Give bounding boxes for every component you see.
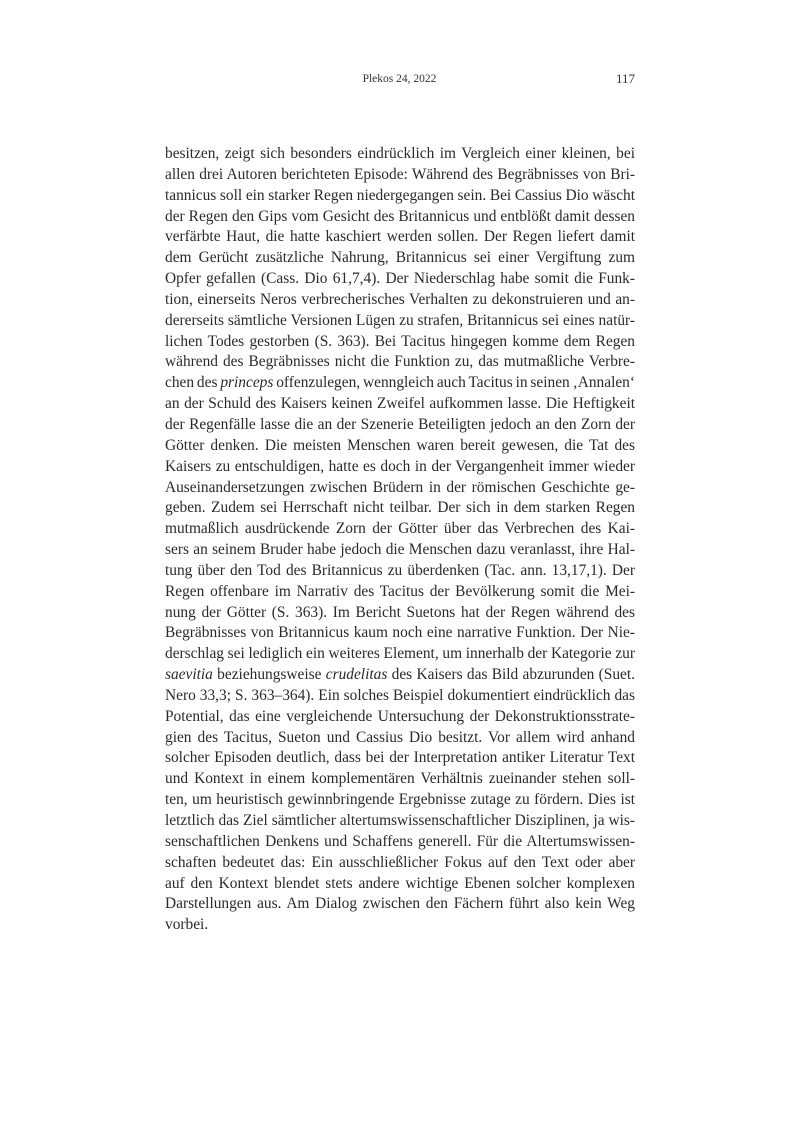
text-segment: derschlag sei lediglich ein weiteres Element, um innerhalb der Kategorie zur [165, 645, 635, 663]
text-line [165, 394, 635, 415]
text-line [165, 478, 635, 499]
text-segment: Opfer gefallen (Cass. Dio 61,7,4). Der Niederschlag habe somit die Funk- [165, 270, 635, 288]
text-segment: dererseits sämtliche Versionen Lügen zu strafen, Britannicus sei eines natür- [165, 311, 635, 329]
text-line [165, 769, 635, 790]
text-segment: nung der Götter (S. 363). Im Bericht Suetons hat der Regen während des [165, 603, 635, 621]
text-segment: Nero 33,3; S. 363–364). Ein solches Beispiel dokumentiert eindrücklich das [165, 686, 635, 704]
text-segment: chen des [165, 374, 221, 392]
text-segment: der Regen den Gips vom Gesicht des Britannicus und entblößt damit dessen [165, 207, 635, 225]
text-segment: letztlich das Ziel sämtlicher altertumswissenschaftlicher Disziplinen, ja wis- [165, 812, 635, 829]
text-line [165, 186, 635, 207]
text-segment: gien des Tacitus, Sueton und Cassius Dio besitzt. Vor allem wird anhand [165, 728, 635, 746]
text-segment: solcher Episoden deutlich, dass bei der Interpretation antiker Literatur Text [165, 749, 635, 767]
text-segment: an der Schuld des Kaisers keinen Zweifel aufkommen lasse. Die Heftigkeit [165, 395, 635, 413]
text-segment: lichen Todes gestorben (S. 363). Bei Tacitus hingegen komme dem Regen [165, 332, 635, 350]
text-line [165, 332, 635, 353]
text-line [165, 853, 635, 874]
text-line [165, 415, 635, 436]
text-segment: Potential, das eine vergleichende Untersuchung der Dekonstruktionsstrate- [165, 707, 635, 725]
text-line [165, 498, 635, 519]
body-paragraph [165, 144, 635, 936]
text-line [165, 707, 635, 728]
text-segment: beziehungsweise [212, 666, 326, 684]
text-line [165, 874, 635, 895]
text-line [165, 436, 635, 457]
text-segment: allen drei Autoren berichteten Episode: Während des Begräbnisses von Bri- [165, 165, 635, 183]
text-line [165, 248, 635, 269]
text-segment: tung über den Tod des Britannicus zu überdenken (Tac. ann. 13,17,1). Der [165, 561, 635, 579]
text-segment: sers an seinem Bruder habe jedoch die Menschen dazu veranlasst, ihre Hal- [165, 541, 635, 559]
text-line [165, 644, 635, 665]
text-line [165, 457, 635, 478]
text-segment: tannicus soll ein starker Regen niedergegangen sein. Bei Cassius Dio wäscht [165, 186, 635, 204]
text-line [165, 665, 635, 686]
text-line [165, 165, 635, 186]
text-line [165, 373, 635, 394]
text-line [165, 915, 635, 936]
text-line [165, 748, 635, 769]
text-segment: vorbei. [165, 916, 209, 934]
text-segment: und Kontext in einem komplementären Verhältnis zueinander stehen soll- [165, 770, 635, 788]
text-segment: offenzulegen, wenngleich auch Tacitus in seinen ‚Annalen‘ [273, 374, 636, 392]
text-segment: besitzen, zeigt sich besonders eindrücklich im Vergleich einer kleinen, bei [165, 145, 635, 162]
italic-term: crudelitas [325, 666, 388, 684]
text-line [165, 207, 635, 228]
text-line [165, 144, 635, 165]
italic-term: saevitia [165, 666, 213, 684]
text-line [165, 623, 635, 644]
text-segment: während des Begräbnisses nicht die Funktion zu, das mutmaßliche Verbre- [165, 353, 635, 371]
text-segment: der Regenfälle lasse die an der Szenerie Beteiligten jedoch an den Zorn der [165, 415, 635, 433]
page-number: 117 [615, 71, 635, 86]
text-line [165, 832, 635, 853]
text-segment: senschaftlichen Denkens und Schaffens generell. Für die Altertumswissen- [165, 832, 635, 850]
text-segment: Kaisers zu entschuldigen, hatte es doch in der Vergangenheit immer wieder [165, 457, 635, 475]
text-line [165, 582, 635, 603]
text-line [165, 290, 635, 311]
text-segment: Begräbnisses von Britannicus kaum noch eine narrative Funktion. Der Nie- [165, 624, 635, 642]
text-segment: Regen offenbare im Narrativ des Tacitus der Bevölkerung somit die Mei- [165, 582, 635, 600]
text-segment: schaften bedeutet das: Ein ausschließlicher Fokus auf den Text oder aber [165, 853, 635, 871]
text-line [165, 894, 635, 915]
text-segment: verfärbte Haut, die hatte kaschiert werden sollen. Der Regen liefert damit [165, 228, 635, 246]
text-segment: auf den Kontext blendet stets andere wichtige Ebenen solcher komplexen [165, 874, 635, 892]
text-line [165, 227, 635, 248]
text-segment: mutmaßlich ausdrückende Zorn der Götter über das Verbrechen des Kai- [165, 520, 635, 538]
text-line [165, 352, 635, 373]
text-line [165, 790, 635, 811]
text-segment: Darstellungen aus. Am Dialog zwischen den Fächern führt also kein Weg [165, 895, 635, 913]
text-line [165, 686, 635, 707]
text-segment: geben. Zudem sei Herrschaft nicht teilbar. Der sich in dem starken Regen [165, 499, 635, 517]
text-line [165, 540, 635, 561]
text-line [165, 728, 635, 749]
text-segment: Götter denken. Die meisten Menschen waren bereit gewesen, die Tat des [165, 436, 635, 454]
text-line [165, 811, 635, 832]
text-line [165, 311, 635, 332]
text-segment: ten, um heuristisch gewinnbringende Ergebnisse zutage zu fördern. Dies ist [165, 791, 635, 809]
text-line [165, 519, 635, 540]
text-segment: des Kaisers das Bild abzurunden (Suet. [387, 666, 635, 684]
journal-citation: Plekos 24, 2022 [362, 73, 437, 85]
text-segment: dem Gerücht zusätzliche Nahrung, Britannicus sei einer Vergiftung zum [165, 249, 635, 267]
text-segment: tion, einerseits Neros verbrecherisches Verhalten zu dekonstruieren und an- [165, 290, 635, 308]
text-line [165, 269, 635, 290]
italic-term: princeps [220, 374, 274, 392]
text-line [165, 603, 635, 624]
text-line [165, 561, 635, 582]
text-segment: Auseinandersetzungen zwischen Brüdern in der römischen Geschichte ge- [165, 478, 635, 496]
